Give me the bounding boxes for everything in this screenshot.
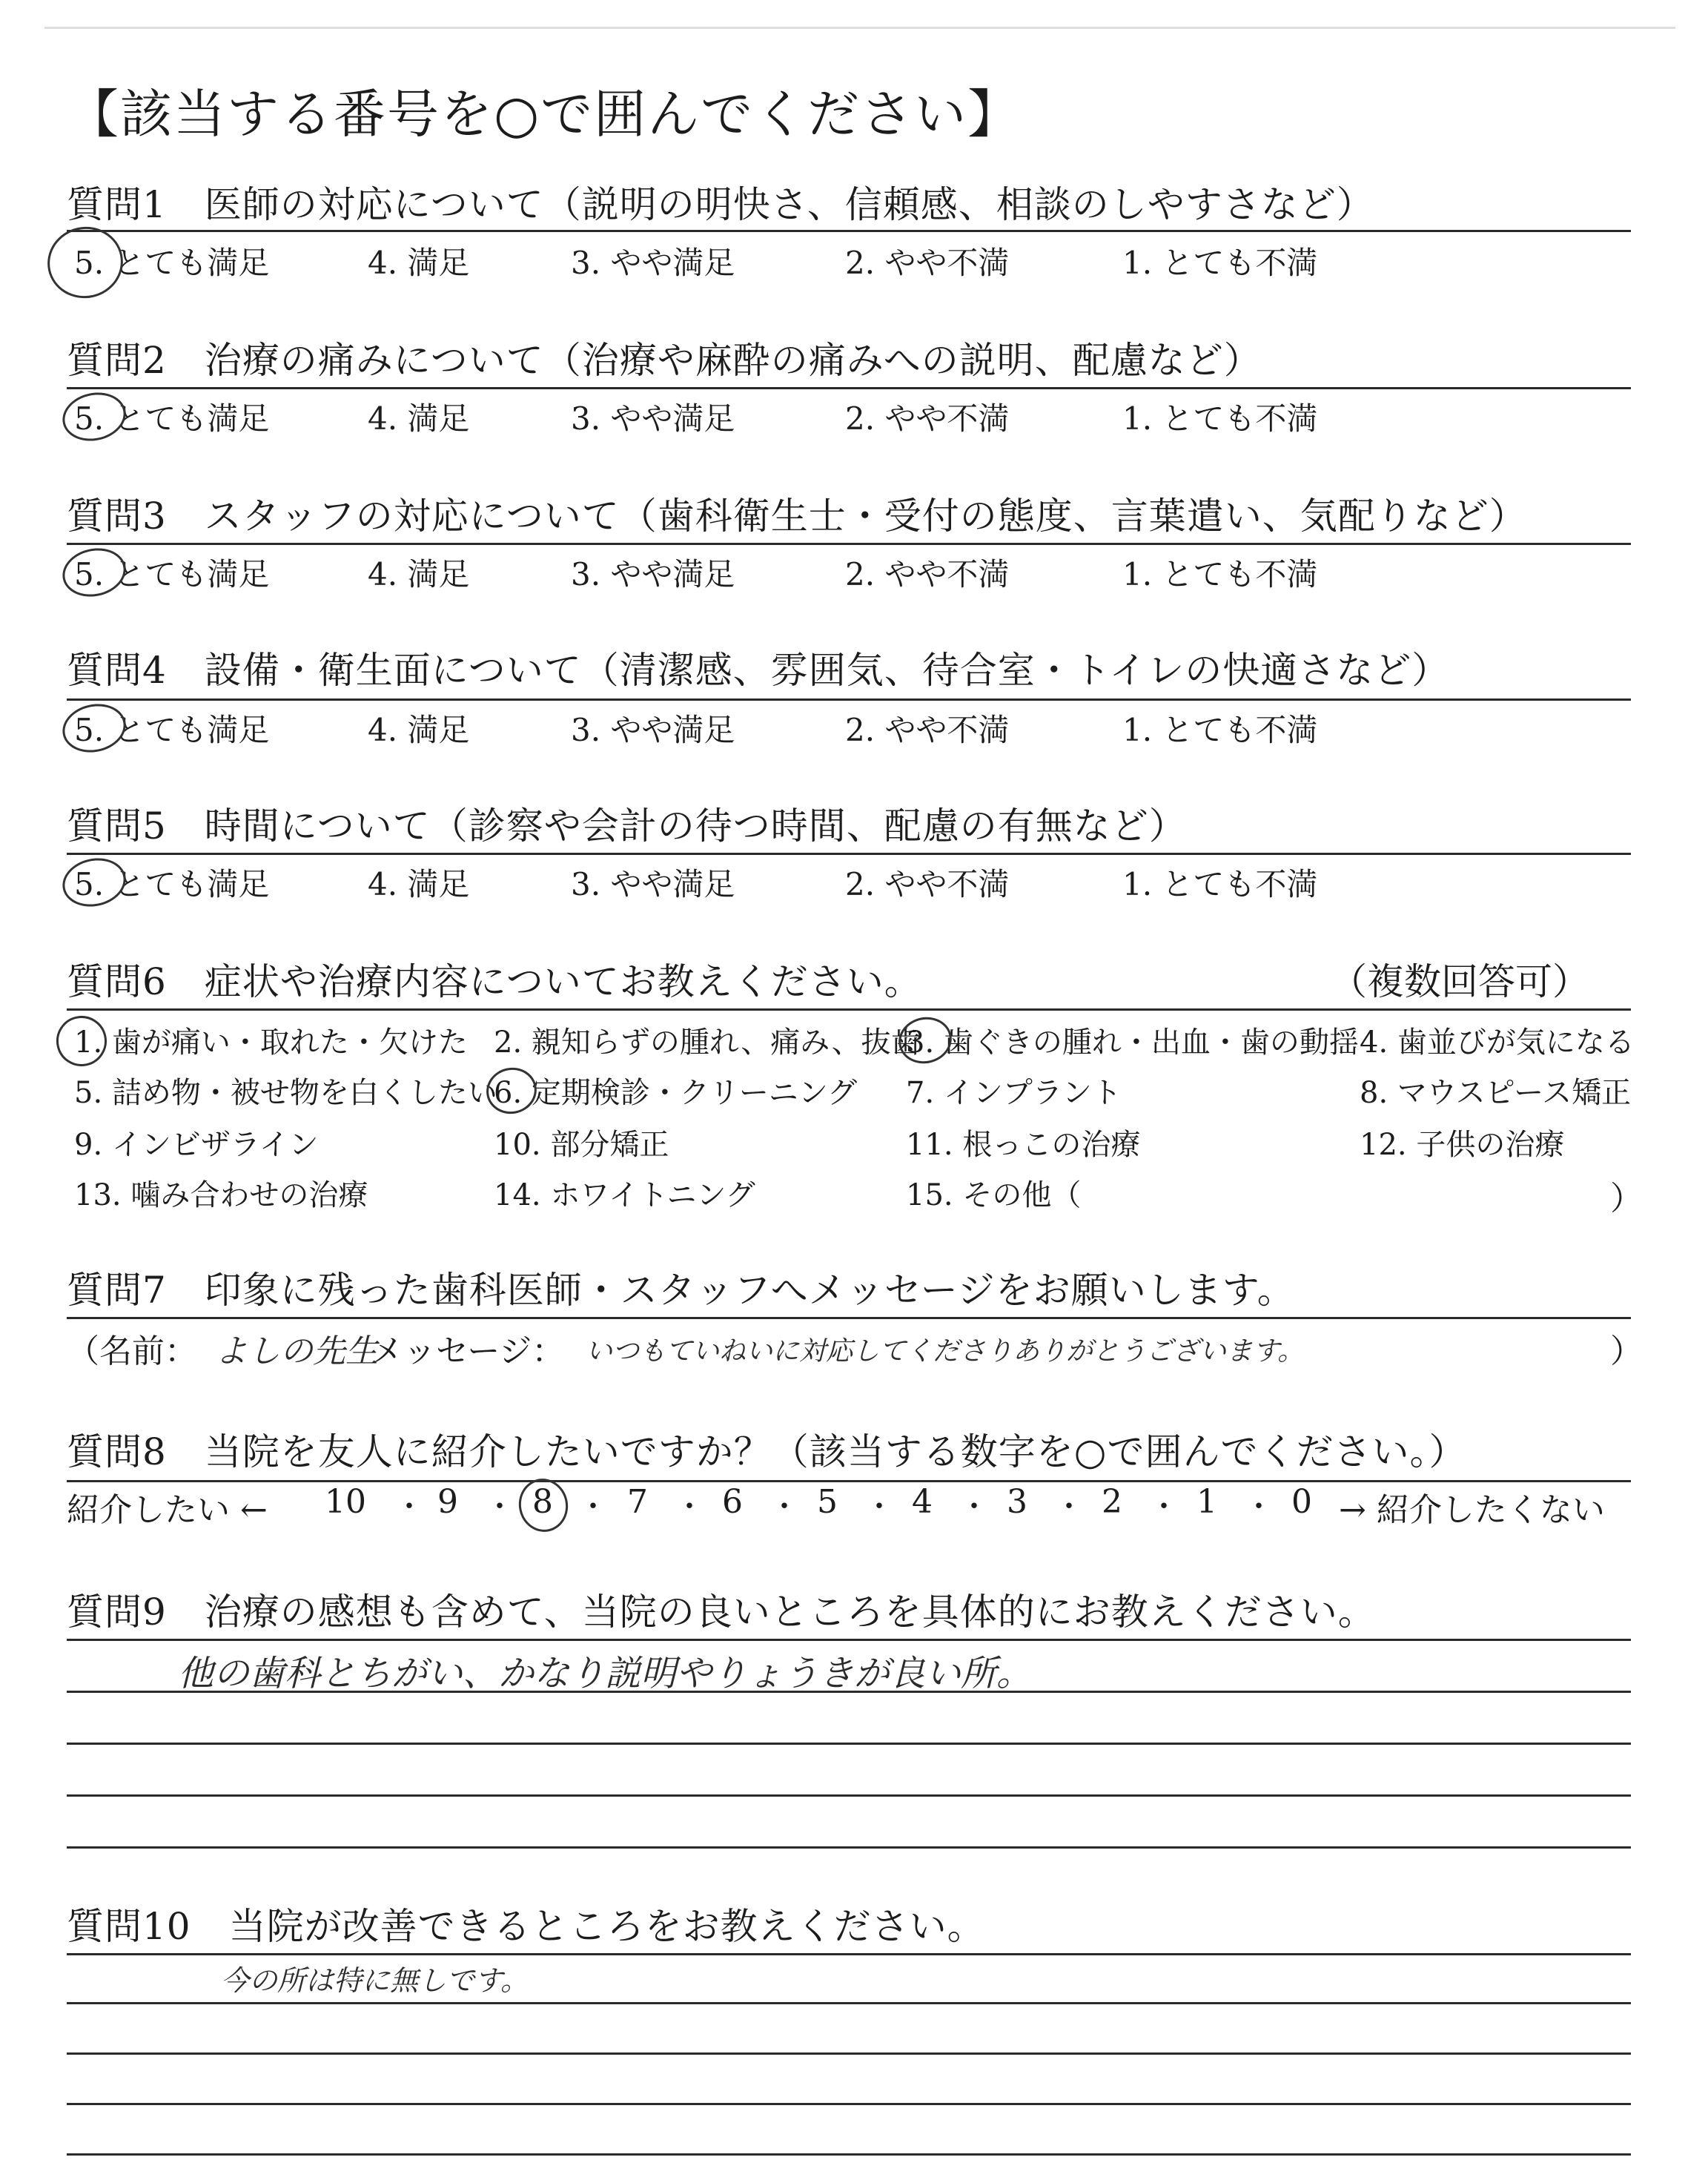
divider (67, 853, 1631, 855)
symptom-item-9[interactable]: 9. インビザライン (74, 1128, 319, 1162)
scale-9[interactable]: 9 (437, 1483, 458, 1521)
scale-8[interactable]: 8 (532, 1483, 553, 1521)
message-label: メッセージ： (371, 1332, 565, 1370)
option-2[interactable]: 2. やや不満 (845, 400, 1010, 437)
scan-top-edge (44, 27, 1675, 29)
divider (67, 1480, 1631, 1482)
scale-dot: ・ (864, 1490, 894, 1524)
option-1[interactable]: 1. とても不満 (1122, 556, 1318, 592)
multiple-answers-note: （複数回答可） (1330, 960, 1589, 1003)
divider (67, 1008, 1631, 1011)
question-8-label: 質問8 当院を友人に紹介したいですか？（該当する数字を○で囲んでください。） (67, 1430, 1467, 1473)
option-3[interactable]: 3. やや満足 (571, 245, 735, 281)
option-2[interactable]: 2. やや不満 (845, 245, 1010, 281)
name-label: （名前： (67, 1332, 197, 1370)
q10-handwritten-answer[interactable]: 今の所は特に無しです。 (221, 1964, 529, 1997)
option-4[interactable]: 4. 満足 (368, 866, 470, 902)
option-1[interactable]: 1. とても不満 (1122, 712, 1318, 748)
divider (67, 543, 1631, 545)
option-2[interactable]: 2. やや不満 (845, 556, 1010, 592)
answer-line (67, 1691, 1631, 1693)
question-2-options (67, 394, 1549, 439)
option-1[interactable]: 1. とても不満 (1122, 866, 1318, 902)
name-handwritten[interactable]: よしの先生 (215, 1332, 378, 1370)
question-3-options (67, 550, 1549, 595)
symptom-item-2[interactable]: 2. 親知らずの腫れ、痛み、抜歯 (494, 1025, 921, 1060)
page-title: 【該当する番号を○で囲んでください】 (67, 84, 1022, 145)
question-5-options (67, 860, 1549, 905)
symptom-item-8[interactable]: 8. マウスピース矯正 (1360, 1076, 1632, 1110)
answer-line (67, 1846, 1631, 1849)
scale-dot: ・ (1054, 1490, 1084, 1524)
divider (67, 1639, 1631, 1641)
symptom-item-14[interactable]: 14. ホワイトニング (494, 1178, 755, 1212)
divider (67, 1317, 1631, 1319)
question-3-label: 質問3 スタッフの対応について（歯科衛生士・受付の態度、言葉遣い、気配りなど） (67, 495, 1527, 538)
question-7-label: 質問7 印象に残った歯科医師・スタッフへメッセージをお願いします。 (67, 1269, 1295, 1312)
message-close-paren: ） (1610, 1332, 1643, 1370)
symptom-item-15[interactable]: 15. その他（ (906, 1178, 1082, 1212)
option-3[interactable]: 3. やや満足 (571, 712, 735, 748)
question-1-label: 質問1 医師の対応について（説明の明快さ、信頼感、相談のしやすさなど） (67, 183, 1374, 226)
scale-5[interactable]: 5 (817, 1483, 838, 1521)
option-3[interactable]: 3. やや満足 (571, 556, 735, 592)
option-5[interactable]: 5. とても満足 (74, 556, 270, 592)
question-10-label: 質問10 当院が改善できるところをお教えください。 (67, 1905, 985, 1948)
symptom-item-10[interactable]: 10. 部分矯正 (494, 1128, 669, 1162)
divider (67, 1953, 1631, 1955)
answer-line (67, 1794, 1631, 1797)
option-4[interactable]: 4. 満足 (368, 556, 470, 592)
scale-dot: ・ (769, 1490, 799, 1524)
scale-left-label: 紹介したい ← (67, 1491, 268, 1529)
scale-2[interactable]: 2 (1102, 1483, 1122, 1521)
option-4[interactable]: 4. 満足 (368, 712, 470, 748)
symptom-item-4[interactable]: 4. 歯並びが気になる (1360, 1025, 1635, 1060)
symptom-item-1[interactable]: 1. 歯が痛い・取れた・欠けた (74, 1025, 468, 1060)
answer-line (67, 2153, 1631, 2156)
symptom-item-6[interactable]: 6. 定期検診・クリーニング (494, 1076, 858, 1110)
option-2[interactable]: 2. やや不満 (845, 712, 1010, 748)
option-5[interactable]: 5. とても満足 (74, 400, 270, 437)
option-5[interactable]: 5. とても満足 (74, 712, 270, 748)
scale-dot: ・ (394, 1490, 424, 1524)
question-4-options (67, 706, 1549, 750)
scale-dot: ・ (578, 1490, 608, 1524)
option-4[interactable]: 4. 満足 (368, 400, 470, 437)
symptom-item-7[interactable]: 7. インプラント (906, 1076, 1122, 1110)
scale-dot: ・ (485, 1490, 514, 1524)
message-handwritten[interactable]: いつもていねいに対応してくださりありがとうございます。 (586, 1336, 1305, 1367)
scale-1[interactable]: 1 (1196, 1483, 1217, 1521)
scale-0[interactable]: 0 (1291, 1483, 1312, 1521)
question-1-options (67, 239, 1549, 283)
q9-handwritten-answer[interactable]: 他の歯科とちがい、かなり説明やりょうきが良い所。 (178, 1653, 1033, 1694)
option-3[interactable]: 3. やや満足 (571, 400, 735, 437)
other-close-paren: ） (1610, 1180, 1643, 1218)
divider (67, 698, 1631, 701)
option-4[interactable]: 4. 満足 (368, 245, 470, 281)
scale-dot: ・ (1149, 1490, 1179, 1524)
divider (67, 387, 1631, 389)
question-4-label: 質問4 設備・衛生面について（清潔感、雰囲気、待合室・トイレの快適さなど） (67, 649, 1450, 692)
answer-line (67, 2052, 1631, 2055)
answer-line (67, 2002, 1631, 2004)
scale-7[interactable]: 7 (627, 1483, 648, 1521)
answer-line (67, 1743, 1631, 1745)
symptom-item-13[interactable]: 13. 噛み合わせの治療 (74, 1178, 368, 1212)
scale-10[interactable]: 10 (325, 1483, 366, 1521)
option-5[interactable]: 5. とても満足 (74, 245, 270, 281)
symptom-item-3[interactable]: 3. 歯ぐきの腫れ・出血・歯の動揺 (906, 1025, 1359, 1060)
option-5[interactable]: 5. とても満足 (74, 866, 270, 902)
option-2[interactable]: 2. やや不満 (845, 866, 1010, 902)
scale-4[interactable]: 4 (912, 1483, 933, 1521)
answer-line (67, 2103, 1631, 2105)
question-9-label: 質問9 治療の感想も含めて、当院の良いところを具体的にお教えください。 (67, 1591, 1376, 1634)
scale-dot: ・ (675, 1490, 704, 1524)
divider (67, 230, 1631, 232)
scale-dot: ・ (1244, 1490, 1274, 1524)
scale-6[interactable]: 6 (722, 1483, 743, 1521)
question-5-label: 質問5 時間について（診察や会計の待つ時間、配慮の有無など） (67, 805, 1187, 848)
symptom-item-5[interactable]: 5. 詰め物・被せ物を白くしたい (74, 1076, 497, 1110)
symptom-item-12[interactable]: 12. 子供の治療 (1360, 1128, 1565, 1162)
question-6-label: 質問6 症状や治療内容についてお教えください。 (67, 960, 922, 1003)
scale-3[interactable]: 3 (1007, 1483, 1027, 1521)
option-3[interactable]: 3. やや満足 (571, 866, 735, 902)
option-1[interactable]: 1. とても不満 (1122, 245, 1318, 281)
option-1[interactable]: 1. とても不満 (1122, 400, 1318, 437)
scale-dot: ・ (959, 1490, 989, 1524)
symptom-item-11[interactable]: 11. 根っこの治療 (906, 1128, 1141, 1162)
question-2-label: 質問2 治療の痛みについて（治療や麻酔の痛みへの説明、配慮など） (67, 339, 1262, 382)
scale-right-label: → 紹介したくない (1339, 1491, 1605, 1529)
